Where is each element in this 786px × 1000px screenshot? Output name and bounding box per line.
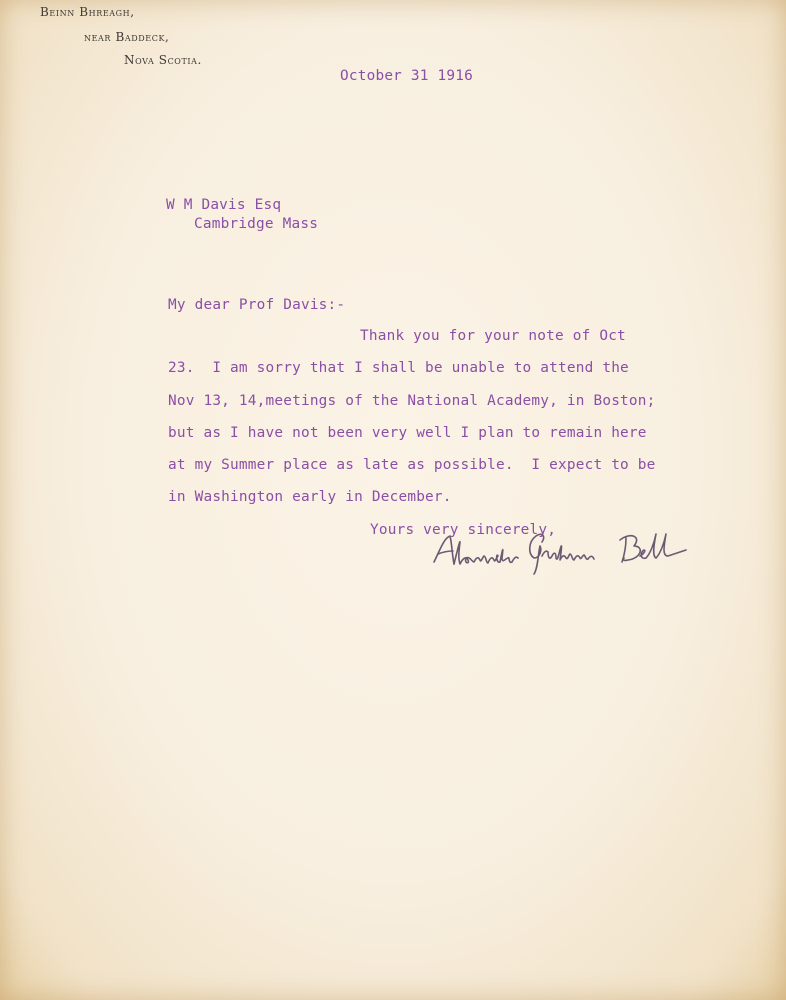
closing: Yours very sincerely, [370, 522, 557, 538]
body-line: 23. I am sorry that I shall be unable to attend the [168, 360, 629, 376]
body-line: Nov 13, 14,meetings of the National Academy, in Boston; [168, 393, 656, 409]
body-line: but as I have not been very well I plan to remain here [168, 425, 647, 441]
letterhead-line-1: Beinn Bhreagh, [40, 5, 135, 19]
handwritten-signature [430, 528, 690, 576]
body-line: in Washington early in December. [168, 489, 452, 505]
recipient-location: Cambridge Mass [194, 216, 319, 232]
letter-date: October 31 1916 [340, 68, 473, 84]
recipient-name: W M Davis Esq [166, 197, 282, 213]
letterhead-line-3: Nova Scotia. [124, 53, 202, 67]
body-line: at my Summer place as late as possible. I expect to be [168, 457, 656, 473]
letterhead-line-2: near Baddeck, [84, 30, 170, 44]
body-line: Thank you for your note of Oct [360, 328, 626, 344]
salutation: My dear Prof Davis:- [168, 297, 346, 313]
